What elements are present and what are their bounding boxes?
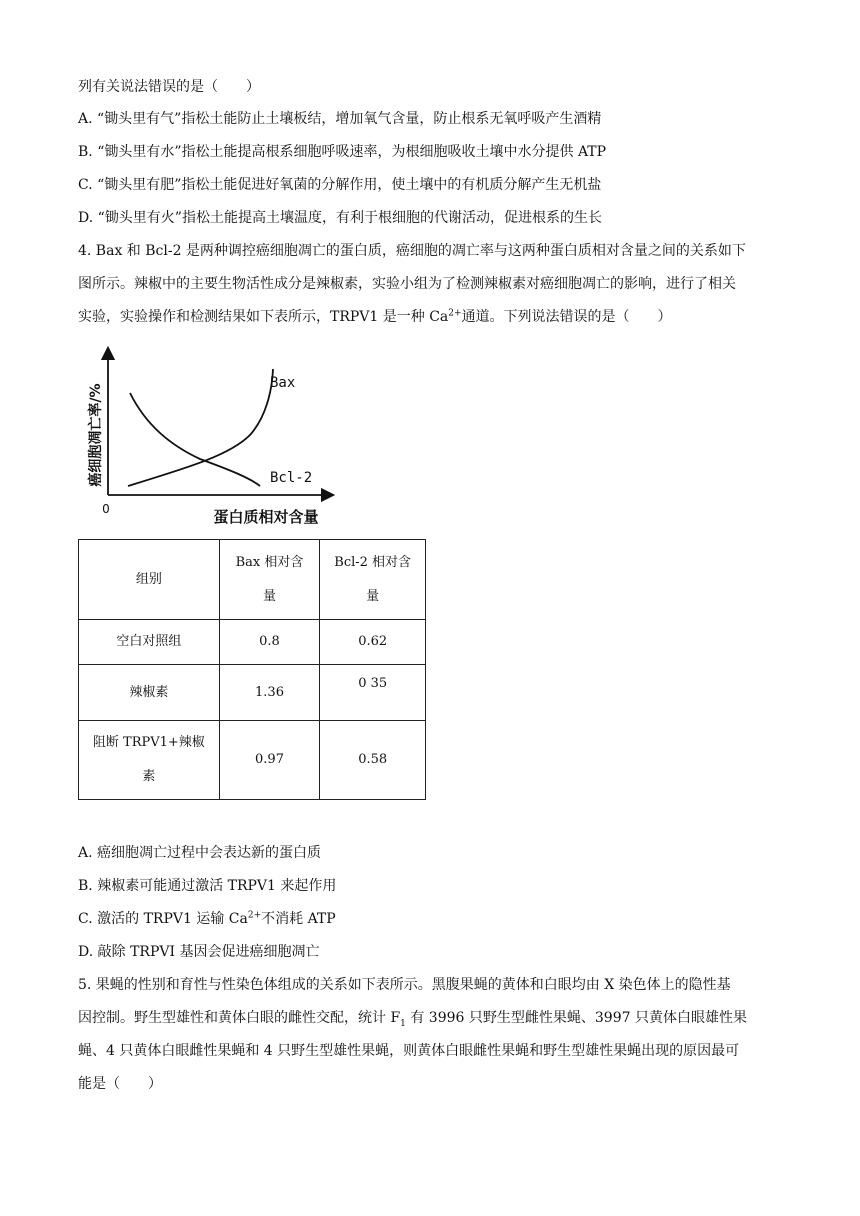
header-bcl2: Bcl-2 相对含 量 bbox=[320, 540, 426, 620]
cell-bcl2: 0 35 bbox=[320, 665, 426, 721]
q5-stem-line2: 因控制。野生型雄性和黄体白眼的雌性交配，统计 $F_1$ 有 3996 只野生型雌性果蝇、3997 只黄体白眼雄性果 bbox=[78, 1010, 747, 1029]
q5-stem-line4: 能是（ ） bbox=[78, 1076, 162, 1092]
x-axis-label: 蛋白质相对含量 bbox=[213, 508, 319, 526]
cell-group: 阻断 TRPV1+辣椒 素 bbox=[79, 721, 220, 800]
q4-option-b: B. 辣椒素可能通过激活 TRPV1 来起作用 bbox=[78, 878, 337, 894]
q3-stem: 列有关说法错误的是（ ） bbox=[78, 79, 260, 95]
table-row bbox=[79, 620, 426, 665]
cell-group: 辣椒素 bbox=[79, 665, 220, 721]
cell-group: 空白对照组 bbox=[79, 620, 220, 665]
cell-bax: 0.8 bbox=[219, 620, 320, 665]
q5-stem-line1: 5. 果蝇的性别和育性与性染色体组成的关系如下表所示。黑腹果蝇的黄体和白眼均由 X 染色体上的隐性基 bbox=[78, 977, 731, 993]
q5-stem-line3: 蝇、4 只黄体白眼雌性果蝇和 4 只野生型雄性果蝇，则黄体白眼雌性果蝇和野生型雄性果蝇出现的原因最可 bbox=[78, 1043, 740, 1059]
q4-option-a: A. 癌细胞凋亡过程中会表达新的蛋白质 bbox=[78, 845, 322, 861]
series-line-bax bbox=[128, 369, 273, 486]
cell-bcl2: 0.58 bbox=[320, 721, 426, 800]
q4-stem-line2: 图所示。辣椒中的主要生物活性成分是辣椒素，实验小组为了检测辣椒素对癌细胞凋亡的影响，进行了相关 bbox=[78, 276, 736, 292]
q4-stem-line3: 实验，实验操作和检测结果如下表所示，TRPV1 是一种 $Ca^{2+}$通道。下列说法错误的是（ ） bbox=[78, 308, 672, 325]
q4-option-d: D. 敲除 TRPVI 基因会促进癌细胞凋亡 bbox=[78, 944, 320, 960]
header-group: 组别 bbox=[79, 540, 220, 620]
table-row bbox=[79, 721, 426, 800]
apoptosis-graph bbox=[80, 345, 340, 535]
q3-option-c: C. “锄头里有肥”指松土能促进好氧菌的分解作用，使土壤中的有机质分解产生无机盐 bbox=[78, 177, 602, 193]
series-label-bax: Bax bbox=[270, 375, 296, 391]
q4-option-c: C. 激活的 TRPV1 运输 $Ca^{2+}$不消耗 ATP bbox=[78, 910, 336, 927]
y-axis-label: 癌细胞凋亡率/% bbox=[88, 383, 104, 487]
cell-bax: 0.97 bbox=[219, 721, 320, 800]
experiment-table bbox=[78, 539, 426, 800]
header-bax: Bax 相对含 量 bbox=[219, 540, 320, 620]
q3-option-b: B. “锄头里有水”指松土能提高根系细胞呼吸速率，为根细胞吸收土壤中水分提供 ATP bbox=[78, 144, 607, 160]
q3-option-d: D. “锄头里有火”指松土能提高土壤温度，有利于根细胞的代谢活动，促进根系的生长 bbox=[78, 210, 602, 226]
series-label-bcl2: Bcl-2 bbox=[270, 470, 313, 486]
cell-bcl2: 0.62 bbox=[320, 620, 426, 665]
series-line-bcl2 bbox=[130, 393, 260, 486]
table-row bbox=[79, 665, 426, 721]
table-header-row bbox=[79, 540, 426, 620]
origin-label: 0 bbox=[102, 502, 110, 516]
cell-bax: 1.36 bbox=[219, 665, 320, 721]
q3-option-a: A. “锄头里有气”指松土能防止土壤板结，增加氧气含量，防止根系无氧呼吸产生酒精 bbox=[78, 111, 602, 127]
q4-stem-line1: 4. Bax 和 Bcl-2 是两种调控癌细胞凋亡的蛋白质，癌细胞的凋亡率与这两种蛋白质相对含量之间的关系如下 bbox=[78, 243, 746, 259]
